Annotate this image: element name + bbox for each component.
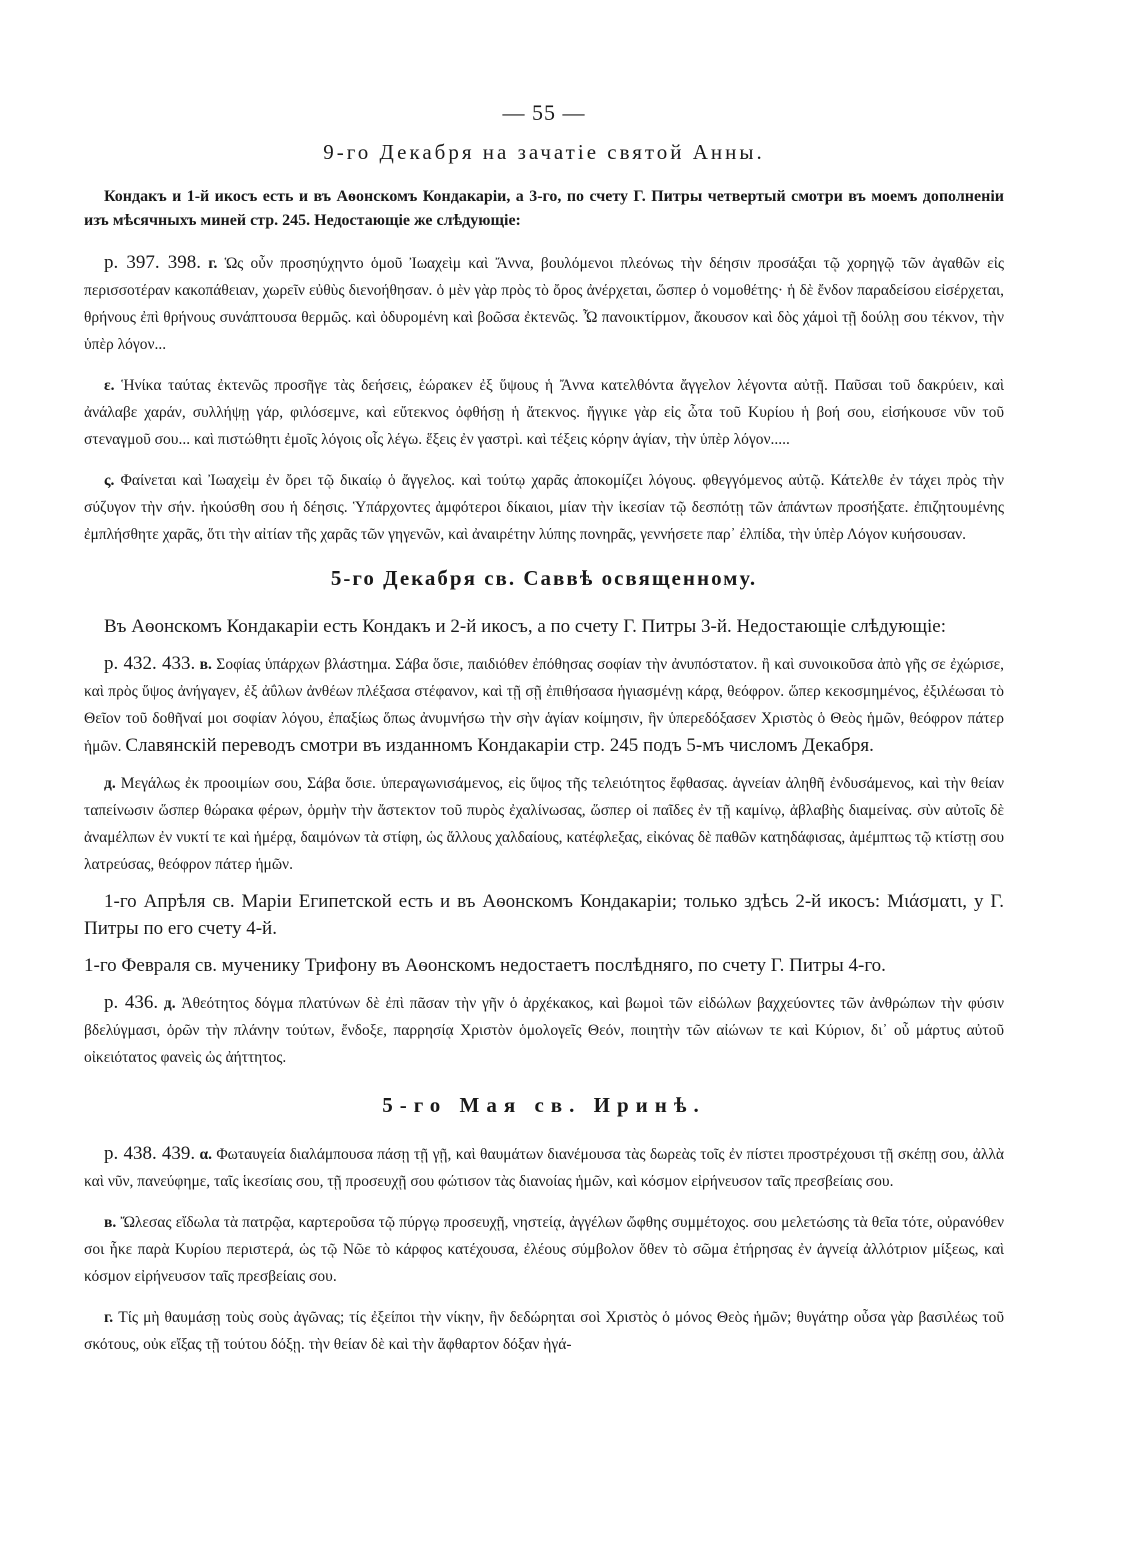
page-reference: p. 438. 439. — [104, 1143, 196, 1164]
note-maria — [84, 888, 1004, 942]
section-intro-anna: Кондакъ и 1-й икосъ есть и въ Аѳонскомъ Кондакаріи, а 3-го, по счету Г. Питры четвертый смотри въ моемъ дополненіи изъ мѣсячныхъ миней стр. 245. Недостающіе же слѣдующіе: — [84, 188, 1004, 229]
greek-text: Ὡς οὖν προσηύχηντο ὁμοῦ Ἰωαχεὶμ καὶ Ἄννα, βουλόμενοι πλεόνως τὴν δέησιν προσάξαι τῷ χορηγῷ τῶν ἀγαθῶν εἰς περισσοτέραν κακοπάθειαν, χωρεῖν εὐθὺς διενοήθησαν. ὁ μὲν γὰρ πρὸς τὸ ὄρος ἀνέρχεται, ὥσπερ ὁ νομοθέτης· ἡ δὲ ἔνδον παραδείσου εἰσέρχεται, θρήνους ἐπὶ θρήνους συνάπτουσα θερμῶς. καὶ ὀδυρομένη καὶ βοῶσα ἐκτενῶς. Ὦ πανοικτίρμον, ἄκουσον καὶ δὸς χάμοὶ τῇ δούλῃ σου τέκνον, τὴν ὑπὲρ λόγον... — [84, 255, 1005, 353]
greek-paragraph — [84, 989, 1004, 1071]
greek-text: Ἡνίκα ταύτας ἐκτενῶς προσῆγε τὰς δεήσεις, ἑώρακεν ἐξ ὕψους ἡ Ἄννα κατελθόντα ἄγγελον λέγοντα αὐτῇ. Παῦσαι τοῦ δακρύειν, καὶ ἀνάλαβε χαράν, συλλήψῃ γάρ, φιλόσεμνε, καὶ εὔτεκνος ὀφθήσῃ ἡ ἄτεκνος. ἤγγικε γὰρ εἰς ὦτα τοῦ Κυρίου ἡ βοή σου, εἰσήκουσε νῦν τοῦ στεναγμοῦ σου... καὶ πιστώθητι ἐμοῖς λόγοις οἷς λέγω. ἕξεις ἐν γαστρὶ. καὶ τέξεις κόρην ἁγίαν, τὴν ὑπὲρ λόγον..... — [84, 377, 1005, 448]
section-heading-savva: 5-го Декабря св. Саввѣ освященному. — [330, 566, 758, 590]
greek-text: Ἀθεότητος δόγμα πλατύνων δὲ ἐπὶ πᾶσαν τὴν γῆν ὁ ἀρχέκακος, καὶ βωμοὶ τῶν εἰδώλων βαχχεύοντες τῶν ἀνθρώπων τὴν φύσιν βδελύγμασι, ὁρῶν τὴν πλάνην τούτων, ἔνδοξε, παρρησίᾳ Χριστὸν ὁμολογεῖς Θεόν, ποιητὴν τῶν αἰώνων τε καὶ Κύριον, δι᾽ οὗ μάρτυς αὐτοῦ οἰκειότατος φανεὶς ὡς ἀήττητος. — [84, 995, 1005, 1066]
page-number: — 55 — — [502, 100, 586, 125]
greek-text: Ὤλεσας εἴδωλα τὰ πατρῷα, καρτεροῦσα τῷ πύργῳ προσευχῇ, νηστείᾳ, ἀγγέλων ὤφθης συμμέτοχος. σου μελετώσης τὰ θεῖα τότε, οὐρανόθεν σοι ἧκε παρὰ Κυρίου περιστερά, ὡς τῷ Νῶε τὸ κάρφος κατέχουσα, ἐλέους σύμβολον ὅθεν τὸ σῶμα ἐτήρησας ἐν ἁγνείᾳ ἀλλότριον μίξεως, καὶ κόσμον εἰρήνευσον ταῖς πρεσβείαις σου. — [84, 1214, 1004, 1285]
note-maria-tail: у Г. Питры по его счету 4-й. — [84, 891, 1005, 939]
ikos-number: в. — [199, 656, 212, 673]
greek-text: Τίς μὴ θαυμάσῃ τοὺς σοὺς ἀγῶνας; τίς ἐξείποι τὴν νίκην, ἣν δεδώρηται σοὶ Χριστὸς ὁ μόνος Θεὸς ἡμῶν; θυγάτηρ οὖσα γὰρ βασιλέως τοῦ σκότους, οὐκ εἴξας τῇ τούτου δόξῃ. τὴν θείαν δὲ καὶ τὴν ἄφθαρτον δόξαν ἠγά- — [84, 1309, 1005, 1353]
section-anna — [84, 140, 1004, 548]
page-reference: p. 397. 398. — [104, 252, 201, 273]
greek-paragraph — [84, 249, 1004, 358]
note-tryphon: 1-го Февраля св. мученику Трифону въ Аѳонскомъ недостаетъ послѣдняго, по счету Г. Питры 4-го. — [84, 955, 886, 976]
section-heading-anna: 9-го Декабря на зачатіе святой Анны. — [323, 140, 765, 164]
greek-text: Μεγάλως ἐκ προοιμίων σου, Σάβα ὅσιε. ὑπεραγωνισάμενος, εἰς ὕψος τῆς τελειότητος ἔφθασας. ἁγνείαν ἀληθῆ ἐνδυσάμενος, καὶ τὴν θείαν ταπείνωσιν ὥσπερ θώρακα φέρων, ὁρμὴν τὴν ἄστεκτον τοῦ πυρὸς ἐχαλίνωσας, ὥσπερ οἱ παῖδες ἐν τῇ καμίνῳ, ἀβλαβὴς διαμείνας. σὺν αὐτοῖς δὲ ἀναμέλπων ἐν νυκτί τε καὶ ἡμέρᾳ, δαιμόνων τὰ στίφη, ὡς ἄλλους χαλδαίους, κατέφλεξας, εἰκόνας δὲ παθῶν κατηδάφισας, ἀμέμπτως τῷ κτίστῃ σου λατρεύσας, θεόφρον πάτερ ἡμῶν. — [84, 775, 1004, 873]
section-heading-irina: 5-го Мая св. Иринѣ. — [382, 1093, 706, 1117]
section-irina — [84, 1093, 1004, 1358]
ikos-number: д. — [104, 775, 116, 792]
ikos-number: ς. — [104, 472, 115, 489]
ikos-number: г. — [208, 255, 218, 272]
russian-note: Славянскій переводъ смотри въ изданномъ Кондакаріи стр. 245 подъ 5-мъ числомъ Декабря. — [125, 735, 874, 756]
ikos-number: г. — [104, 1309, 114, 1326]
note-maria-text: 1-го Апрѣля св. Маріи Египетской есть и въ Аѳонскомъ Кондакаріи; только здѣсь 2-й икосъ: — [104, 891, 881, 912]
greek-text: Σοφίας ὑπάρχων βλάστημα. Σάβα ὅσιε, παιδιόθεν ἐπόθησας σοφίαν τὴν ἀνυπόστατον. ἢ καὶ συνοικοῦσα ἀπὸ γῆς σε ἐχώρισε, καὶ πρὸς ὕψος ἀνήγαγεν, ἐξ ἀΰλων ἀνθέων πλέξασα στέφανον, καὶ τῇ σῇ ἐπιθήσασα ἡγιασμένῃ κάρᾳ, θεόφρον. ὥπερ κεκοσμημένος, ἐξιλέωσαι τὸ Θεῖον τοῦ δοθῆναί μοι σοφίαν λόγου, ἐπαξίως ὅπως ἀνυμνήσω τὴν σὴν ἁγίαν κοίμησιν, ἣν ὑπερεδόξασεν Χριστὸς ὁ Θεὸς ἡμῶν, θεόφρον πάτερ ἡμῶν. — [84, 656, 1005, 755]
ikos-number: α. — [199, 1146, 213, 1163]
ikos-number: в. — [104, 1214, 117, 1231]
greek-paragraph — [84, 770, 1004, 878]
section-savva — [84, 566, 1004, 878]
section-intro-savva: Въ Аѳонскомъ Кондакаріи есть Кондакъ и 2-й икосъ, а по счету Г. Питры 3-й. Недостающіе слѣдующіе: — [104, 616, 946, 637]
greek-paragraph — [84, 467, 1004, 548]
ikos-number: ε. — [104, 377, 115, 394]
greek-text: Φωταυγεία διαλάμπουσα πάσῃ τῇ γῇ, καὶ θαυμάτων διανέμουσα τὰς δωρεὰς τοῖς ἐν πίστει προστρέχουσι τῇ σκέπῃ σου, ἀλλὰ καὶ νῦν, πανεύφημε, ταῖς ἱκεσίαις σου, τῇ προσευχῇ σου φώτισον τὰς διανοίας ἡμῶν, καὶ κόσμον εἰρήνευσον ταῖς πρεσβείαις σου. — [84, 1146, 1005, 1190]
greek-paragraph — [84, 650, 1004, 760]
section-notes — [84, 888, 1004, 1071]
greek-paragraph — [84, 1140, 1004, 1195]
ikos-number: д. — [163, 995, 176, 1012]
greek-paragraph — [84, 1304, 1004, 1358]
document-page — [84, 100, 1004, 1372]
greek-paragraph — [84, 372, 1004, 453]
page-reference: p. 432. 433. — [104, 653, 196, 674]
greek-paragraph — [84, 1209, 1004, 1290]
page-reference: p. 436. — [104, 992, 159, 1013]
greek-text: Φαίνεται καὶ Ἰωαχεὶμ ἐν ὄρει τῷ δικαίῳ ὁ ἄγγελος. καὶ τούτῳ χαρᾶς ἀποκομίζει λόγους. φθεγγόμενος αὐτῷ. Κάτελθε ἐν τάχει πρὸς τὴν σύζυγον τὴν σήν. ἠκούσθη σου ἡ δέησις. Ὑπάρχοντες ἀμφότεροι δίκαιοι, μίαν τὴν ἱκεσίαν τῷ δεσπότῃ τῶν ἁπάντων προσήξατε. ἐπιζητουμένης ἐμπλήσθητε χαρᾶς, ὅτι τὴν αἰτίαν τῆς χαρᾶς τῶν γηγενῶν, καὶ ἀναιρέτην λύπης πονηρᾶς, γεννήσετε παρ᾽ ἐλπίδα, τὴν ὑπὲρ Λόγον κυήσουσαν. — [84, 472, 1005, 543]
note-maria-greek: Μιάσματι, — [887, 891, 968, 912]
